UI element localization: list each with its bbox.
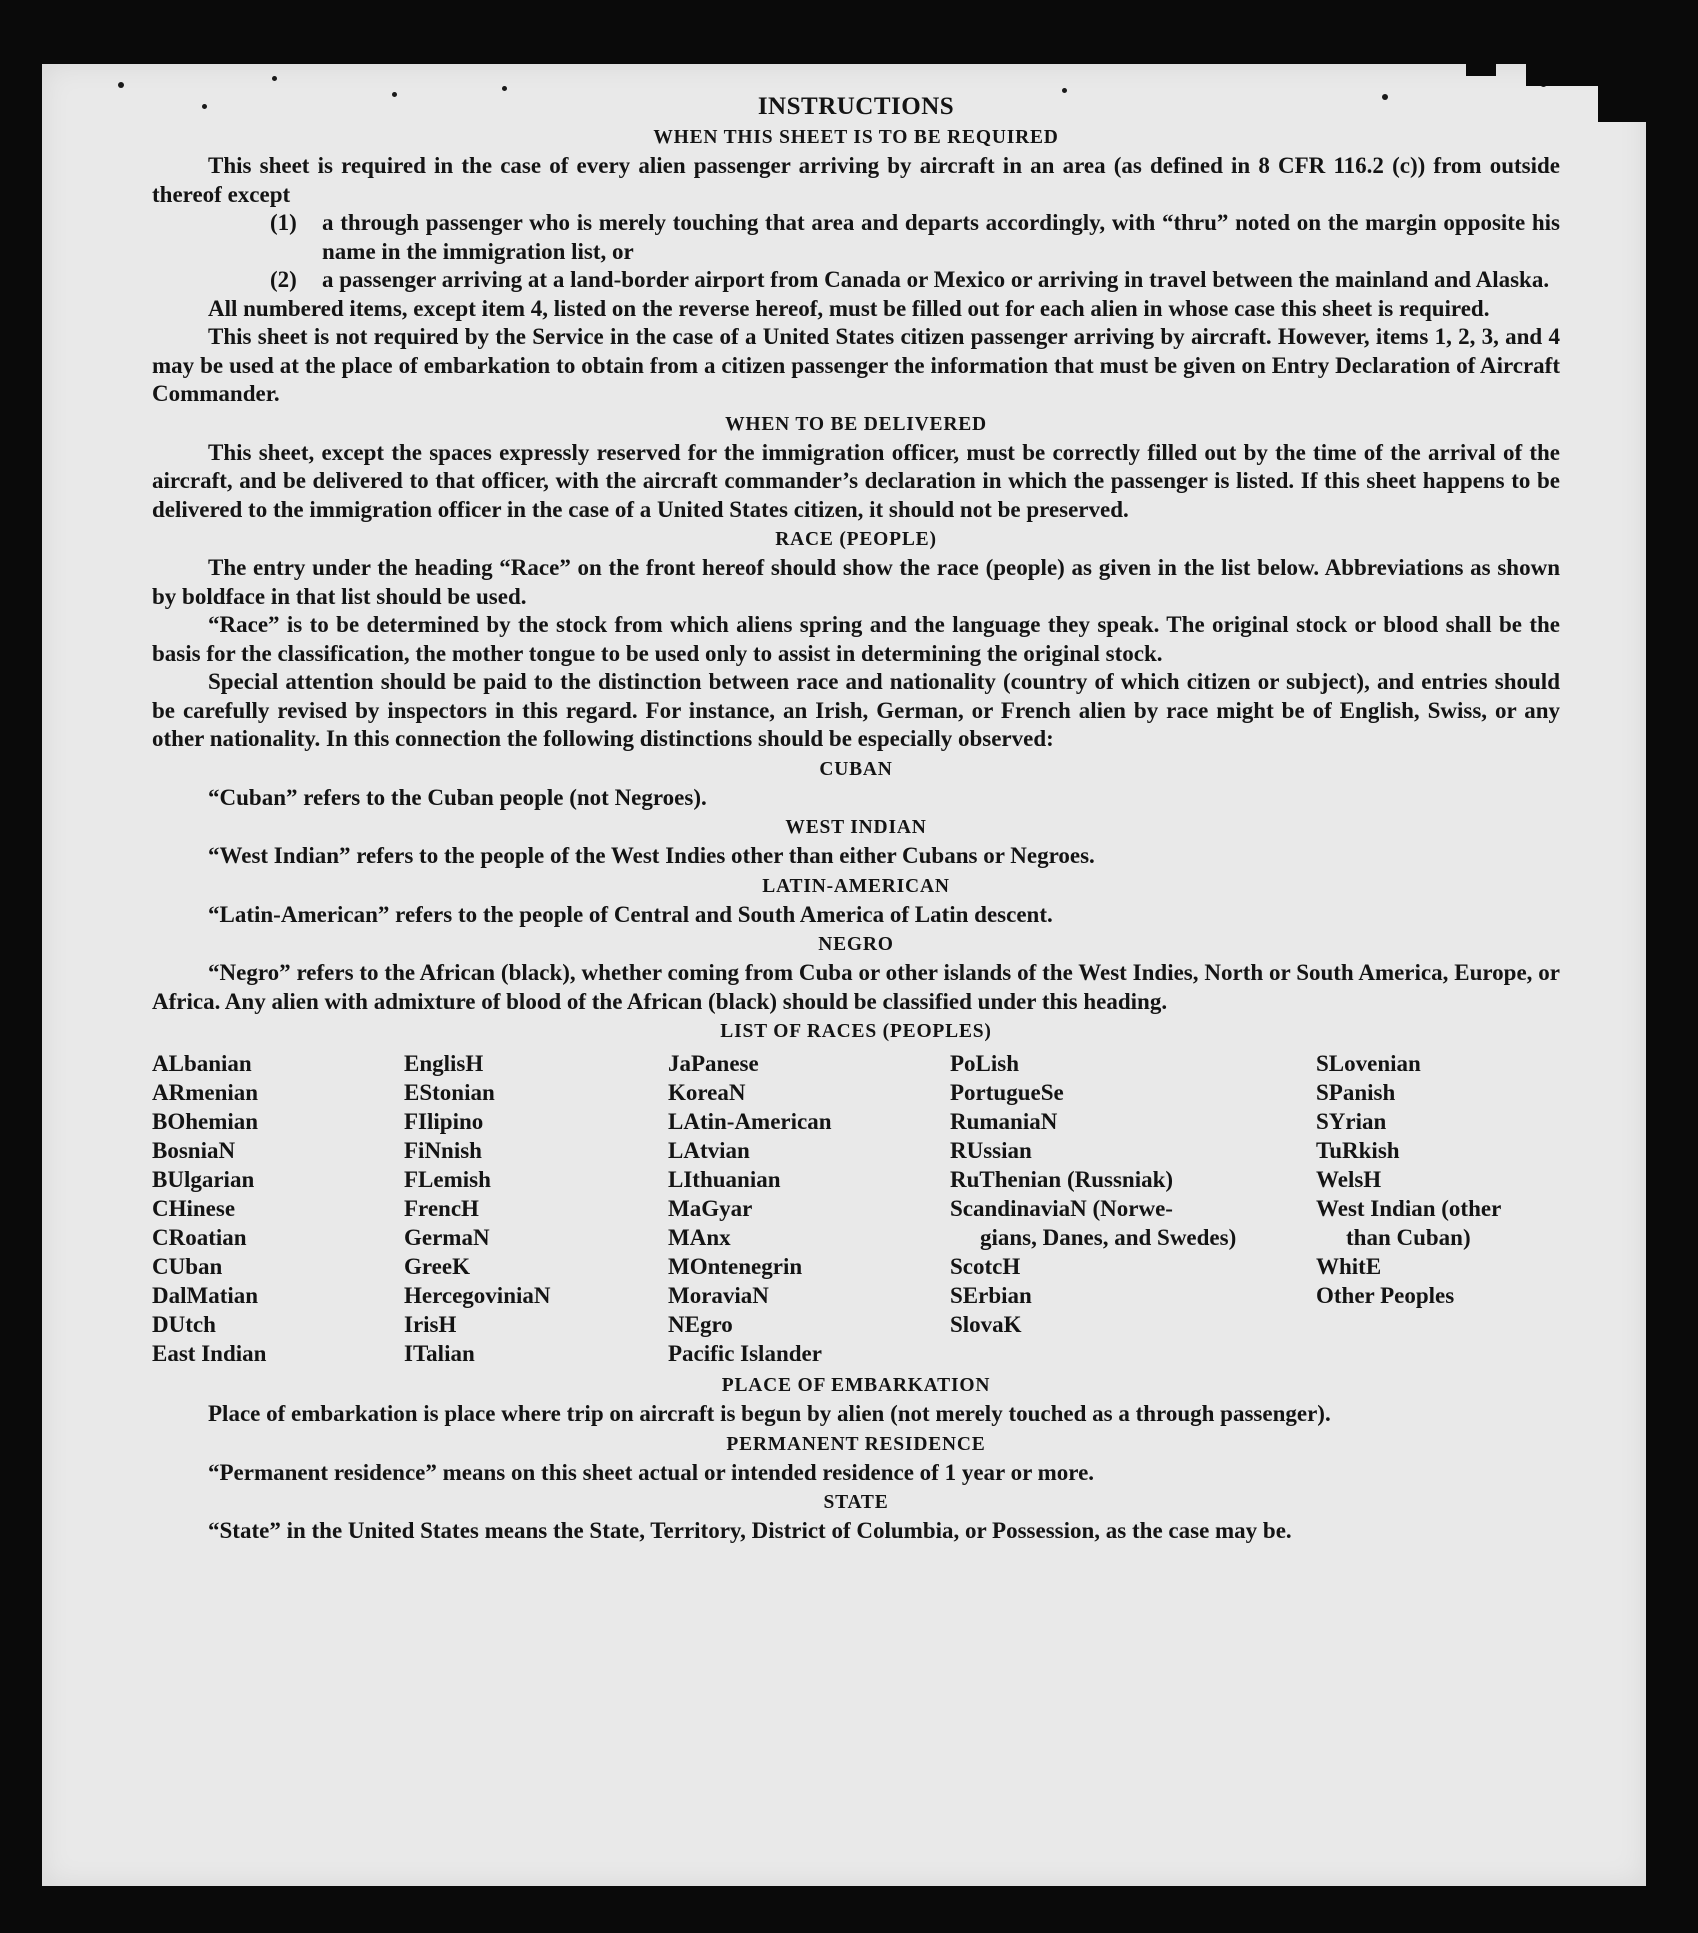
heading-negro: NEGRO: [818, 934, 894, 955]
race-entry: SYrian: [1316, 1109, 1387, 1134]
latin-american-para: “Latin-American” refers to the people of Central and South America of Latin descent.: [208, 901, 1053, 927]
required-para-2: This sheet is not required by the Service in the case of a United States citizen passenger arriving by aircraft. However, items 1, 2, 3, and 4 may be used at the place of embarkation to obtain from a citizen passenger the information that must be given on Entry Declaration of Aircraft Commander.: [152, 324, 1560, 406]
race-entry: LAtvian: [668, 1138, 750, 1163]
race-entry: IrisH: [404, 1312, 457, 1337]
negro-para: “Negro” refers to the African (black), whether coming from Cuba or other islands of the West Indies, North or South America, Europe, or Africa. Any alien with admixture of blood of the African (black) should be classified under this heading.: [152, 960, 1560, 1014]
race-entry: BOhemian: [152, 1109, 259, 1134]
race-entry: JaPanese: [668, 1051, 759, 1076]
race-entry: MOntenegrin: [668, 1254, 803, 1279]
race-entry: NEgro: [668, 1312, 733, 1337]
instructions-text: [152, 92, 1560, 1546]
race-entry: FrencH: [404, 1196, 479, 1221]
race-entry: FIlipino: [404, 1109, 484, 1134]
heading-race: RACE (PEOPLE): [775, 529, 937, 550]
torn-edge: [1598, 86, 1646, 122]
races-column-3: [668, 1049, 950, 1368]
race-entry: Other Peoples: [1316, 1283, 1455, 1308]
torn-edge: [1466, 64, 1496, 76]
residence-para: “Permanent residence” means on this sheet actual or intended residence of 1 year or more.: [208, 1459, 1095, 1485]
race-entry: BUlgarian: [152, 1167, 255, 1192]
race-entry: ARmenian: [152, 1080, 259, 1105]
race-entry: TuRkish: [1316, 1138, 1400, 1163]
race-para-2: “Race” is to be determined by the stock from which aliens spring and the language they speak. The original stock or blood shall be the basis for the classification, the mother tongue to be used only to assist in determining the original stock.: [152, 612, 1560, 666]
heading-when-delivered: WHEN TO BE DELIVERED: [725, 413, 987, 435]
race-entry: PoLish: [950, 1051, 1020, 1076]
race-entry: East Indian: [152, 1341, 267, 1366]
race-entry: BosniaN: [152, 1138, 236, 1163]
cuban-para: “Cuban” refers to the Cuban people (not Negroes).: [208, 784, 707, 810]
state-para: “State” in the United States means the State, Territory, District of Columbia, or Possession, as the case may be.: [208, 1518, 1292, 1543]
race-entry: ALbanian: [152, 1051, 252, 1076]
race-entry: GermaN: [404, 1225, 490, 1250]
race-entry: WelsH: [1316, 1167, 1382, 1192]
item-text: a through passenger who is merely touching that area and departs accordingly, with “thru” noted on the margin opposite his name in the immigration list, or: [322, 210, 1560, 264]
page-title: INSTRUCTIONS: [757, 93, 955, 120]
torn-edge: [1526, 64, 1646, 86]
race-entry: RuThenian (Russniak): [950, 1167, 1174, 1192]
race-entry: HercegoviniaN: [404, 1283, 551, 1308]
race-entry: ScotcH: [950, 1254, 1021, 1279]
race-entry: DalMatian: [152, 1283, 259, 1308]
required-intro: This sheet is required in the case of every alien passenger arriving by aircraft in an area (as defined in 8 CFR 116.2 (c)) from outside thereof except: [152, 153, 1560, 207]
heading-latin-american: LATIN-AMERICAN: [762, 875, 950, 897]
race-entry: FiNnish: [404, 1138, 482, 1163]
race-entry: PortugueSe: [950, 1080, 1064, 1105]
race-entry-continuation: gians, Danes, and Swedes): [980, 1225, 1237, 1250]
west-indian-para: “West Indian” refers to the people of the West Indies other than either Cubans or Negroes.: [208, 843, 1095, 868]
race-entry: RumaniaN: [950, 1109, 1058, 1134]
heading-cuban: CUBAN: [819, 758, 893, 780]
races-column-4: [950, 1049, 1316, 1368]
race-entry: SPanish: [1316, 1080, 1396, 1105]
exception-item-1: [270, 209, 1560, 266]
race-entry: SlovaK: [950, 1312, 1022, 1337]
race-entry: EStonian: [404, 1080, 495, 1105]
ink-speck: [502, 86, 507, 91]
item-text: a passenger arriving at a land-border airport from Canada or Mexico or arriving in travel between the mainland and Alaska.: [322, 267, 1550, 292]
race-entry: ITalian: [404, 1341, 475, 1366]
heading-list-of-races: LIST OF RACES (PEOPLES): [720, 1021, 992, 1042]
race-para-1: The entry under the heading “Race” on the front hereof should show the race (people) as given in the list below. Abbreviations as shown by boldface in that list should be used.: [152, 555, 1560, 609]
race-entry: CRoatian: [152, 1225, 247, 1250]
race-para-3: Special attention should be paid to the distinction between race and nationality (country of which citizen or subject), and entries should be carefully revised by inspectors in this regard. For instance, an Irish, German, or French alien by race might be of English, Swiss, or any other nationality. In this connection the following distinctions should be especially observed:: [152, 669, 1560, 751]
race-entry: MoraviaN: [668, 1283, 769, 1308]
race-entry: CHinese: [152, 1196, 236, 1221]
exception-item-2: [270, 266, 1560, 295]
race-entry: ScandinaviaN (Norwe-: [950, 1196, 1173, 1221]
race-entry-continuation: than Cuban): [1346, 1225, 1471, 1250]
races-column-5: [1316, 1049, 1560, 1368]
heading-permanent-residence: PERMANENT RESIDENCE: [726, 1433, 986, 1455]
delivered-para: This sheet, except the spaces expressly reserved for the immigration officer, must be correctly filled out by the time of the arrival of the aircraft, and be delivered to that officer, with the aircraft commander’s declaration in which the passenger is listed. If this sheet happens to be delivered to the immigration officer in the case of a United States citizen, it should not be preserved.: [152, 439, 1560, 522]
item-number: (2): [270, 267, 297, 292]
race-entry: DUtch: [152, 1312, 216, 1337]
race-entry: Pacific Islander: [668, 1341, 822, 1366]
heading-west-indian: WEST INDIAN: [785, 817, 927, 838]
races-column-1: [152, 1049, 404, 1368]
race-entry: GreeK: [404, 1254, 470, 1279]
races-list: [152, 1049, 1560, 1368]
heading-when-required: WHEN THIS SHEET IS TO BE REQUIRED: [653, 127, 1059, 148]
heading-place-of-embarkation: PLACE OF EMBARKATION: [721, 1375, 991, 1396]
races-column-2: [404, 1049, 668, 1368]
race-entry: MaGyar: [668, 1196, 753, 1221]
required-para-1: All numbered items, except item 4, listed on the reverse hereof, must be filled out for each alien in whose case this sheet is required.: [208, 295, 1490, 321]
embarkation-para: Place of embarkation is place where trip on aircraft is begun by alien (not merely touched as a through passenger).: [208, 1401, 1331, 1426]
race-entry: EnglisH: [404, 1051, 484, 1076]
ink-speck: [118, 82, 124, 88]
document-page: [42, 64, 1646, 1886]
race-entry: RUssian: [950, 1138, 1032, 1163]
race-entry: KoreaN: [668, 1080, 746, 1105]
heading-state: STATE: [823, 1492, 889, 1513]
race-entry: LIthuanian: [668, 1167, 781, 1192]
race-entry: FLemish: [404, 1167, 491, 1192]
race-entry: SErbian: [950, 1283, 1032, 1308]
item-number: (1): [270, 210, 297, 235]
race-entry: WhitE: [1316, 1254, 1382, 1279]
race-entry: CUban: [152, 1254, 223, 1279]
race-entry: MAnx: [668, 1225, 731, 1250]
race-entry: LAtin-American: [668, 1109, 832, 1134]
race-entry: SLovenian: [1316, 1051, 1421, 1076]
ink-speck: [272, 76, 277, 81]
race-entry: West Indian (other: [1316, 1196, 1502, 1221]
